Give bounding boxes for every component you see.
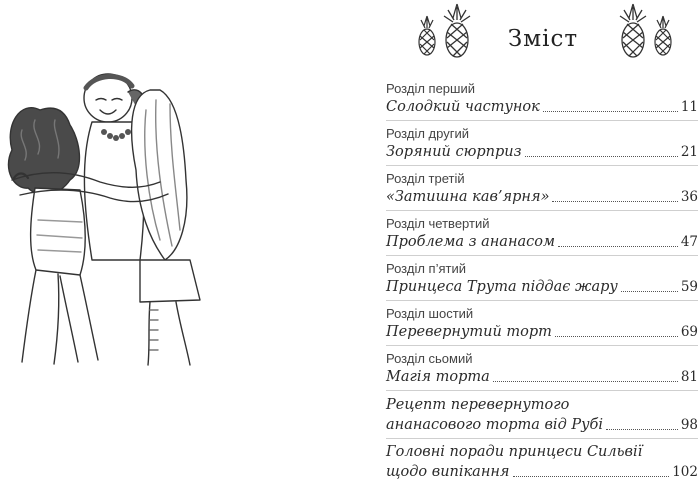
chapter-label: Розділ шостий (386, 306, 474, 321)
toc-entry[interactable] (386, 350, 698, 391)
toc-entry[interactable] (386, 215, 698, 256)
extra-title-line1: Рецепт перевернутого (386, 397, 570, 413)
chapter-title: Перевернутий торт (386, 324, 552, 340)
toc-entry[interactable] (386, 125, 698, 166)
extra-title-line1: Головні поради принцеси Сильвії (386, 444, 643, 460)
page-number: 69 (680, 324, 698, 340)
chapter-label: Розділ четвертий (386, 216, 490, 231)
chapter-label: Розділ другий (386, 126, 469, 141)
extra-title-line2: щодо випікання (386, 464, 510, 480)
toc-entry[interactable] (386, 170, 698, 211)
toc-header (408, 0, 678, 64)
chapter-title: Проблема з ананасом (386, 234, 556, 250)
chapter-title: Принцеса Трута піддає жару (386, 279, 618, 295)
chapter-title: Зоряний сюрприз (386, 144, 522, 160)
page-number: 21 (680, 144, 698, 160)
toc-entry[interactable] (386, 305, 698, 346)
chapter-label: Розділ третій (386, 171, 465, 186)
chapter-label: Розділ п’ятий (386, 261, 466, 276)
page-number: 36 (680, 189, 698, 205)
toc-entry[interactable] (386, 260, 698, 301)
page-number: 102 (672, 464, 698, 480)
page-number: 59 (680, 279, 698, 295)
page-number: 81 (680, 369, 698, 385)
page-number: 47 (680, 234, 698, 250)
toc-entry[interactable] (386, 80, 698, 121)
chapter-title: «Затишна кав’ярня» (386, 189, 550, 205)
hugging-girls-illustration (0, 70, 240, 370)
toc-entry-recipe[interactable] (386, 395, 698, 439)
chapter-label: Розділ перший (386, 81, 475, 96)
toc-title: Зміст (507, 26, 579, 52)
chapter-title: Магія торта (386, 369, 490, 385)
page-number: 98 (680, 417, 698, 433)
table-of-contents (386, 0, 700, 488)
chapter-label: Розділ сьомий (386, 351, 473, 366)
toc-entry-tips[interactable] (386, 442, 698, 482)
page-number: 11 (680, 99, 698, 115)
chapter-title: Солодкий частунок (386, 99, 540, 115)
extra-title-line2: ананасового торта від Рубі (386, 417, 604, 433)
